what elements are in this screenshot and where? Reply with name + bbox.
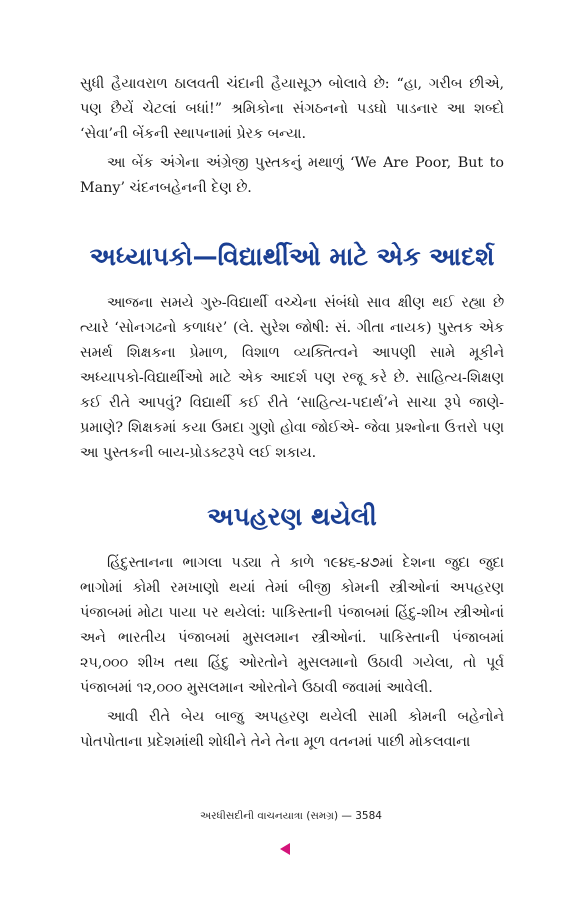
paragraph-teachers: આજના સમયે ગુરુ-વિદ્યાર્થી વચ્ચેના સંબંધો સાવ ક્ષીણ થઈ રહ્યા છે ત્યારે ‘સોનગઢનો કળાધર’ (લે. સુરેશ જોષી: સં. ગીતા નાયક) પુસ્તક એક સમર્થ શિક્ષકના પ્રેમાળ, વિશાળ વ્યક્તિત્વને આપણી સામે મૂકીને અધ્યાપકો-વિદ્યાર્થીઓ માટે એક આદર્શ પણ રજૂ કરે છે. સાહિત્ય-શિક્ષણ કઈ રીતે આપવું? વિદ્યાર્થી કઈ રીતે ‘સાહિત્ય-પદાર્થ’ને સાચા રૂપે જાણે-પ્રમાણે? શિક્ષકમાં કયા ઉમદા ગુણો હોવા જોઈએ- જેવા પ્રશ્નોના ઉત્તરો પણ આ પુસ્તકની બાય-પ્રોડક્ટરૂપે લઈ શકાય. <box>80 295 504 461</box>
paragraph-book: આ બેંક અંગેના અંગ્રેજી પુસ્તકનું મથાળું ‘We Are Poor, But to Many’ ચંદનબહેનની દેણ છે. <box>80 155 504 196</box>
paragraph-intro: સુધી હૈયાવરાળ ઠાલવતી ચંદાની હૈયાસૂઝ બોલાવે છે: “હા, ગરીબ છીએ, પણ છૈયેં ચેટલાં બધાં!” શ્રમિકોના સંગઠનનો પડઘો પાડનાર આ શબ્દો ‘સેવા’ની બેંકની સ્થાપનામાં પ્રેરક બન્યા. <box>80 76 504 142</box>
page-footer: અરધીસદીની વાચનયાત્રા (સમગ્ર) — 3584 <box>200 810 382 822</box>
paragraph-return: આવી રીતે બેય બાજુ અપહરણ થયેલી સામી કોમની બહેનોને પોતપોતાના પ્રદેશમાંથી શોધીને તેને તેના મૂળ વતનમાં પાછી મોકલવાના <box>80 709 504 750</box>
section-heading-abduction: અપહરણ થયેલી <box>207 502 377 531</box>
page-content <box>80 72 504 755</box>
paragraph-partition: હિંદુસ્તાનના ભાગલા પડ્યા તે કાળે ૧૯૪૬-૪૭માં દેશના જુદા જુદા ભાગોમાં કોમી રમખાણો થયાં તેમાં બીજી કોમની સ્ત્રીઓનાં અપહરણ પંજાબમાં મોટા પાયા પર થયેલાં: પાકિસ્તાની પંજાબમાં હિંદુ-શીખ સ્ત્રીઓનાં અને ભારતીય પંજાબમાં મુસલમાન સ્ત્રીઓનાં. પાકિસ્તાની પંજાબમાં ૨૫,૦૦૦ શીખ તથા હિંદુ ઓરતોને મુસલમાનો ઉઠાવી ગયેલા, તો પૂર્વ પંજાબમાં ૧૨,૦૦૦ મુસલમાન ઓરતોને ઉઠાવી જવામાં આવેલી. <box>80 555 504 696</box>
previous-page-arrow-icon[interactable] <box>280 843 290 855</box>
section-heading-teachers: અધ્યાપકો—વિદ્યાર્થીઓ માટે એક આદર્શ <box>89 242 495 271</box>
